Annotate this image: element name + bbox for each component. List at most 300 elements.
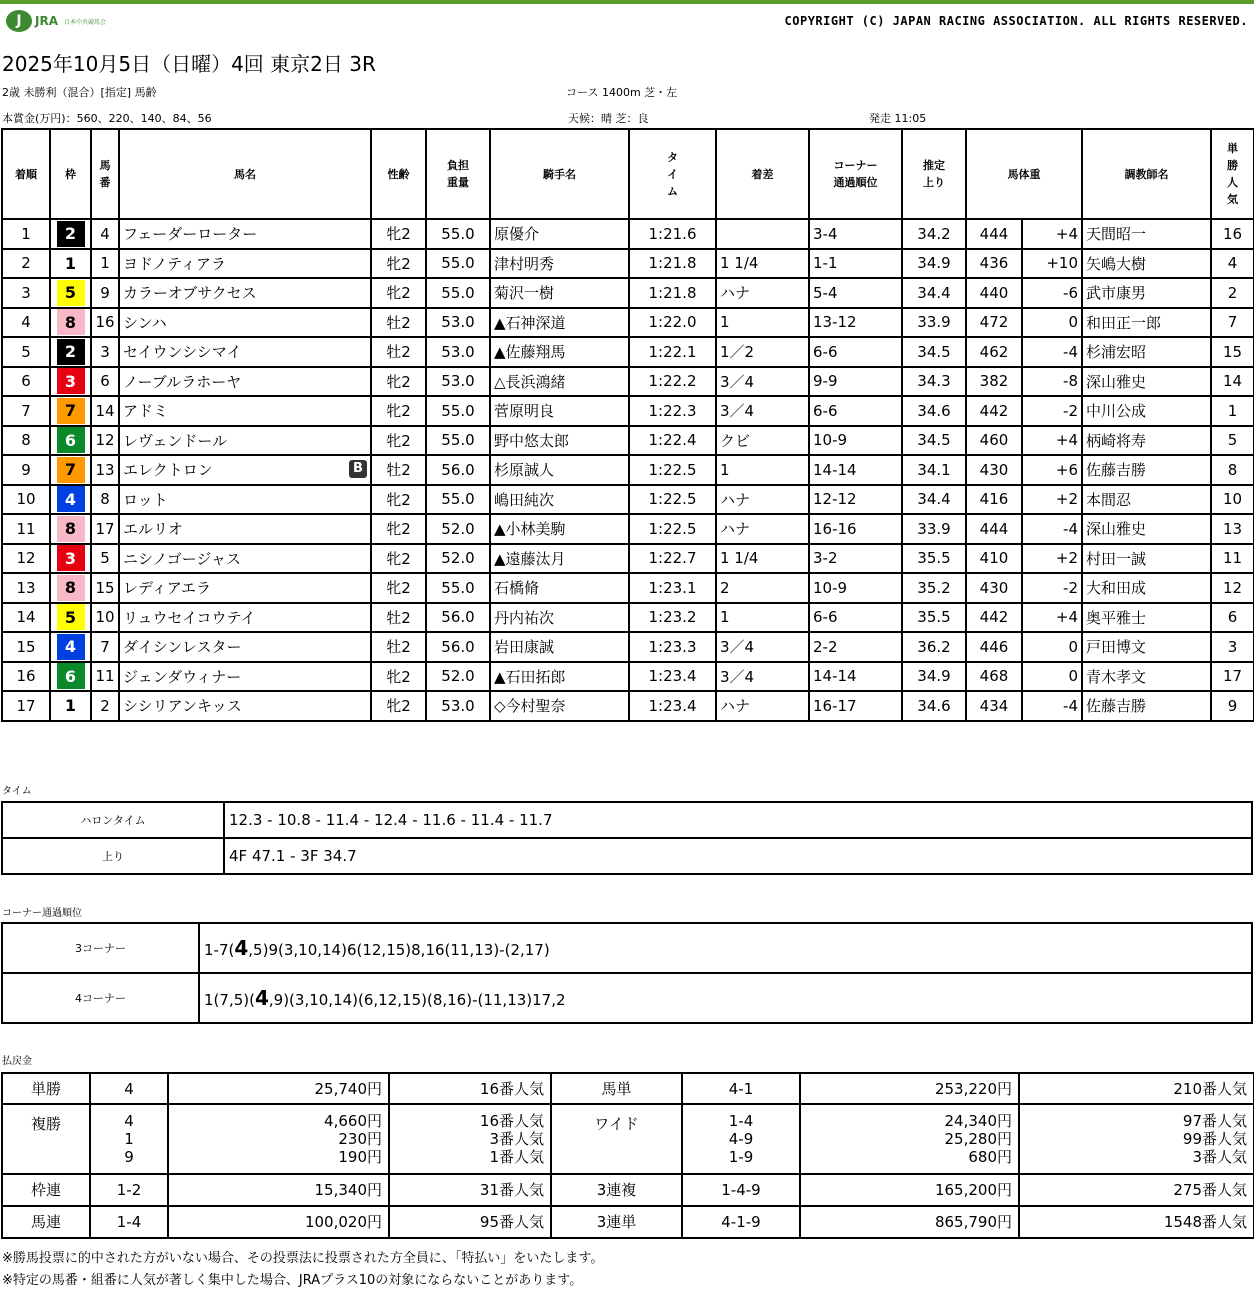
result-weight: 55.0 (426, 219, 490, 249)
horse-name[interactable]: シンハ (123, 313, 167, 332)
result-rank: 9 (2, 455, 50, 485)
result-horse[interactable] (119, 573, 371, 603)
result-horse[interactable] (119, 249, 371, 279)
result-time: 1:22.5 (629, 514, 716, 544)
result-waku (50, 514, 91, 544)
fukusho-amount: 190円 (338, 1148, 382, 1166)
horse-name[interactable]: セイウンシシマイ (123, 343, 242, 362)
result-body-diff: +6 (1022, 455, 1082, 485)
result-waku (50, 249, 91, 279)
result-waku (50, 632, 91, 662)
result-time: 1:22.4 (629, 426, 716, 456)
result-body: 472 (966, 308, 1022, 338)
result-corner: 3-4 (809, 219, 902, 249)
horse-name[interactable]: ノーブルラホーヤ (123, 372, 242, 391)
result-body: 382 (966, 367, 1022, 397)
result-weight: 55.0 (426, 278, 490, 308)
horse-name[interactable]: レヴェンドール (123, 431, 228, 450)
result-waku (50, 337, 91, 367)
result-waku (50, 367, 91, 397)
result-horse[interactable] (119, 544, 371, 574)
horse-name[interactable]: アドミ (123, 402, 169, 421)
result-last3f: 34.9 (902, 662, 966, 692)
horse-name[interactable]: フェーダーローター (123, 225, 258, 244)
result-margin: 1 (716, 603, 809, 633)
result-body-diff: +10 (1022, 249, 1082, 279)
result-horse[interactable] (119, 278, 371, 308)
result-trainer[interactable]: 深山雅史 (1082, 367, 1211, 397)
table-row (2, 514, 1254, 544)
result-jockey[interactable]: 丹内祐次 (490, 603, 629, 633)
horse-name[interactable]: シシリアンキッス (123, 697, 242, 716)
result-corner: 14-14 (809, 455, 902, 485)
result-jockey[interactable]: 野中悠太郎 (490, 426, 629, 456)
result-corner: 14-14 (809, 662, 902, 692)
result-pop: 3 (1211, 632, 1254, 662)
result-margin: 3／4 (716, 367, 809, 397)
wide-pop: 97番人気 (1182, 1112, 1247, 1130)
col-corner-text: コーナー通過順位 (833, 159, 878, 189)
wide-pops (1019, 1104, 1254, 1174)
race-condition: 2歳 未勝利（混合）[指定] 馬齢 (2, 86, 157, 99)
result-rank: 10 (2, 485, 50, 515)
result-time: 1:22.1 (629, 337, 716, 367)
result-trainer[interactable]: 村田一誠 (1082, 544, 1211, 574)
result-weight: 53.0 (426, 691, 490, 721)
agari-label: 上り (2, 838, 224, 874)
result-body: 444 (966, 219, 1022, 249)
waku-badge: 8 (57, 309, 85, 335)
col-weight (426, 129, 490, 219)
sanrenpuku-amount: 165,200円 (800, 1174, 1019, 1206)
result-jockey[interactable]: △長浜鴻緒 (490, 367, 629, 397)
result-trainer[interactable]: 中川公成 (1082, 396, 1211, 426)
result-umaban: 9 (91, 278, 119, 308)
table-row (2, 691, 1254, 721)
result-horse[interactable] (119, 603, 371, 633)
agari-times: 4F 47.1 - 3F 34.7 (224, 838, 1252, 874)
result-horse[interactable] (119, 691, 371, 721)
sanrentan-amount: 865,790円 (800, 1206, 1019, 1238)
header-accent-line (0, 0, 1254, 4)
result-umaban: 13 (91, 455, 119, 485)
wide-pop: 99番人気 (1182, 1130, 1247, 1148)
corner3-order (199, 923, 1252, 973)
result-time: 1:23.4 (629, 662, 716, 692)
result-last3f: 35.2 (902, 573, 966, 603)
waku-badge: 5 (57, 280, 85, 306)
result-trainer[interactable]: 佐藤吉勝 (1082, 691, 1211, 721)
time-table (1, 801, 1253, 875)
result-pop: 2 (1211, 278, 1254, 308)
result-body: 430 (966, 455, 1022, 485)
corner3-winner: 4 (234, 936, 249, 960)
horse-name[interactable]: ヨドノティアラ (123, 254, 226, 273)
result-body-diff: +2 (1022, 544, 1082, 574)
results-table (1, 128, 1254, 722)
result-margin: 2 (716, 573, 809, 603)
result-umaban: 1 (91, 249, 119, 279)
result-last3f: 34.9 (902, 249, 966, 279)
result-waku (50, 308, 91, 338)
result-trainer[interactable]: 柄崎将寿 (1082, 426, 1211, 456)
result-umaban: 4 (91, 219, 119, 249)
col-horse: 馬名 (119, 129, 371, 219)
result-margin: ハナ (716, 691, 809, 721)
result-trainer[interactable]: 青木孝文 (1082, 662, 1211, 692)
corner4-post: ,9)(3,10,14)(6,12,15)(8,16)-(11,13)17,2 (268, 991, 566, 1009)
result-sexage: 牝2 (371, 249, 426, 279)
note-item: ※特定の馬番・組番に人気が著しく集中した場合、JRAプラス10の対象にならないことがあります。 (2, 1273, 583, 1288)
wide-num: 4-9 (728, 1130, 754, 1148)
result-time: 1:22.7 (629, 544, 716, 574)
table-row (2, 603, 1254, 633)
result-body: 436 (966, 249, 1022, 279)
fukusho-pop: 16番人気 (479, 1112, 544, 1130)
result-margin: ハナ (716, 485, 809, 515)
fukusho-amount: 230円 (338, 1130, 382, 1148)
result-waku (50, 544, 91, 574)
result-trainer[interactable]: 矢嶋大樹 (1082, 249, 1211, 279)
umatan-pop: 210番人気 (1019, 1073, 1254, 1104)
halon-times: 12.3 - 10.8 - 11.4 - 12.4 - 11.6 - 11.4 - 11.7 (224, 802, 1252, 838)
result-waku (50, 278, 91, 308)
horse-name[interactable]: リュウセイコウテイ (123, 608, 256, 627)
result-corner: 5-4 (809, 278, 902, 308)
result-margin: ハナ (716, 278, 809, 308)
logo-text: JRA (35, 14, 58, 28)
jra-logo[interactable] (6, 10, 106, 32)
horse-name[interactable]: エルリオ (123, 520, 183, 539)
col-sexage: 性齢 (371, 129, 426, 219)
table-row (2, 632, 1254, 662)
result-rank: 7 (2, 396, 50, 426)
result-horse[interactable] (119, 396, 371, 426)
result-pop: 10 (1211, 485, 1254, 515)
result-rank: 2 (2, 249, 50, 279)
result-rank: 16 (2, 662, 50, 692)
result-time: 1:23.2 (629, 603, 716, 633)
result-body: 444 (966, 514, 1022, 544)
result-pop: 5 (1211, 426, 1254, 456)
result-horse[interactable] (119, 485, 371, 515)
agari-row (2, 838, 1252, 874)
wakuren-label: 枠連 (2, 1174, 90, 1206)
result-horse[interactable] (119, 367, 371, 397)
result-margin: 1 (716, 455, 809, 485)
notes (2, 1248, 603, 1292)
result-jockey[interactable]: 菊沢一樹 (490, 278, 629, 308)
result-margin: ハナ (716, 514, 809, 544)
result-jockey[interactable]: ▲石田拓郎 (490, 662, 629, 692)
payout-table (1, 1072, 1254, 1239)
col-umaban (91, 129, 119, 219)
result-pop: 6 (1211, 603, 1254, 633)
result-body: 468 (966, 662, 1022, 692)
result-jockey[interactable]: 菅原明良 (490, 396, 629, 426)
result-weight: 56.0 (426, 632, 490, 662)
horse-name[interactable]: ニシノゴージャス (123, 549, 242, 568)
tansho-pop: 16番人気 (389, 1073, 551, 1104)
result-body-diff: +2 (1022, 485, 1082, 515)
result-last3f: 34.4 (902, 485, 966, 515)
result-weight: 52.0 (426, 514, 490, 544)
corner4-order (199, 973, 1252, 1023)
halon-row (2, 802, 1252, 838)
result-horse[interactable] (119, 337, 371, 367)
wide-amount: 25,280円 (944, 1130, 1012, 1148)
result-umaban: 7 (91, 632, 119, 662)
waku-badge: 6 (57, 663, 85, 689)
result-sexage: 牡2 (371, 337, 426, 367)
result-weight: 52.0 (426, 662, 490, 692)
result-umaban: 14 (91, 396, 119, 426)
result-trainer[interactable]: 天間昭一 (1082, 219, 1211, 249)
result-time: 1:22.2 (629, 367, 716, 397)
result-last3f: 34.5 (902, 337, 966, 367)
result-horse[interactable] (119, 219, 371, 249)
result-time: 1:22.5 (629, 485, 716, 515)
result-umaban: 5 (91, 544, 119, 574)
result-weight: 53.0 (426, 308, 490, 338)
result-time: 1:23.4 (629, 691, 716, 721)
result-umaban: 6 (91, 367, 119, 397)
result-waku (50, 485, 91, 515)
fukusho-label: 複勝 (2, 1104, 90, 1174)
horse-name[interactable]: ダイシンレスター (123, 638, 242, 657)
payout-row-wakuren (2, 1174, 1254, 1206)
result-margin: 1／2 (716, 337, 809, 367)
result-body: 410 (966, 544, 1022, 574)
result-jockey[interactable]: ▲小林美駒 (490, 514, 629, 544)
wide-num: 1-9 (728, 1148, 754, 1166)
result-jockey[interactable]: 杉原誠人 (490, 455, 629, 485)
table-row (2, 278, 1254, 308)
result-body-diff: -6 (1022, 278, 1082, 308)
result-body: 460 (966, 426, 1022, 456)
result-umaban: 17 (91, 514, 119, 544)
result-body: 434 (966, 691, 1022, 721)
result-body-diff: +4 (1022, 426, 1082, 456)
col-umaban-text: 馬番 (99, 159, 111, 189)
result-pop: 9 (1211, 691, 1254, 721)
result-umaban: 8 (91, 485, 119, 515)
waku-badge: 1 (57, 693, 85, 719)
corner4-row (2, 973, 1252, 1023)
waku-badge: 2 (57, 339, 85, 365)
result-sexage: 牝2 (371, 514, 426, 544)
result-rank: 4 (2, 308, 50, 338)
horse-name[interactable]: ジェンダウィナー (123, 667, 242, 686)
wakuren-pop: 31番人気 (389, 1174, 551, 1206)
result-waku (50, 219, 91, 249)
result-trainer[interactable]: 奥平雅士 (1082, 603, 1211, 633)
result-body-diff: 0 (1022, 632, 1082, 662)
corner3-post: ,5)9(3,10,14)6(12,15)8,16(11,13)-(2,17) (248, 941, 550, 959)
sanrenpuku-pop: 275番人気 (1019, 1174, 1254, 1206)
horse-name[interactable]: ロット (123, 490, 168, 509)
result-margin: 1 1/4 (716, 249, 809, 279)
result-jockey[interactable]: ▲遠藤汰月 (490, 544, 629, 574)
result-weight: 55.0 (426, 485, 490, 515)
waku-badge: 3 (57, 368, 85, 394)
result-rank: 8 (2, 426, 50, 456)
result-time: 1:21.8 (629, 278, 716, 308)
result-body-diff: -2 (1022, 396, 1082, 426)
waku-badge: 8 (57, 575, 85, 601)
result-rank: 3 (2, 278, 50, 308)
result-sexage: 牝2 (371, 219, 426, 249)
result-horse[interactable] (119, 455, 371, 485)
result-trainer[interactable]: 武市康男 (1082, 278, 1211, 308)
result-corner: 10-9 (809, 426, 902, 456)
fukusho-pop: 3番人気 (489, 1130, 544, 1148)
result-last3f: 34.6 (902, 691, 966, 721)
time-heading: タイム (2, 786, 32, 797)
result-umaban: 16 (91, 308, 119, 338)
waku-badge: 1 (57, 250, 85, 276)
result-margin: 3／4 (716, 662, 809, 692)
result-weight: 53.0 (426, 337, 490, 367)
result-trainer[interactable]: 戸田博文 (1082, 632, 1211, 662)
result-jockey[interactable]: 原優介 (490, 219, 629, 249)
col-last3f (902, 129, 966, 219)
col-jockey: 騎手名 (490, 129, 629, 219)
race-prize: 本賞金(万円)：560、220、140、84、56 (2, 112, 212, 125)
result-last3f: 34.5 (902, 426, 966, 456)
result-rank: 6 (2, 367, 50, 397)
corner4-pre: 1(7,5)( (204, 991, 255, 1009)
result-trainer[interactable]: 深山雅史 (1082, 514, 1211, 544)
result-margin: クビ (716, 426, 809, 456)
fukusho-amounts (168, 1104, 389, 1174)
result-body: 442 (966, 603, 1022, 633)
result-weight: 55.0 (426, 396, 490, 426)
result-sexage: 牡2 (371, 603, 426, 633)
jra-logo-icon: J (6, 10, 32, 32)
col-margin: 着差 (716, 129, 809, 219)
result-margin: 3／4 (716, 396, 809, 426)
result-horse[interactable] (119, 662, 371, 692)
result-sexage: 牝2 (371, 367, 426, 397)
result-horse[interactable] (119, 426, 371, 456)
table-row (2, 426, 1254, 456)
result-jockey[interactable]: ◇今村聖奈 (490, 691, 629, 721)
result-body: 446 (966, 632, 1022, 662)
wide-amounts (800, 1104, 1019, 1174)
waku-badge: 3 (57, 545, 85, 571)
result-pop: 4 (1211, 249, 1254, 279)
horse-name[interactable]: エレクトロン (123, 461, 213, 480)
result-waku (50, 455, 91, 485)
col-time-text: タイム (667, 150, 678, 198)
fukusho-num: 4 (124, 1112, 134, 1130)
result-corner: 6-6 (809, 337, 902, 367)
table-row (2, 573, 1254, 603)
table-row (2, 219, 1254, 249)
waku-badge: 2 (57, 221, 85, 247)
result-time: 1:22.3 (629, 396, 716, 426)
col-pop-text: 単勝人気 (1227, 142, 1238, 206)
waku-badge: 5 (57, 604, 85, 630)
corner4-label: 4コーナー (2, 973, 199, 1023)
result-rank: 17 (2, 691, 50, 721)
result-trainer[interactable]: 和田正一郎 (1082, 308, 1211, 338)
result-trainer[interactable]: 大和田成 (1082, 573, 1211, 603)
result-jockey[interactable]: 嶋田純次 (490, 485, 629, 515)
table-row (2, 662, 1254, 692)
result-last3f: 35.5 (902, 544, 966, 574)
result-sexage: 牝2 (371, 573, 426, 603)
fukusho-pops (389, 1104, 551, 1174)
result-margin: 1 1/4 (716, 544, 809, 574)
result-body: 442 (966, 396, 1022, 426)
result-jockey[interactable]: ▲佐藤翔馬 (490, 337, 629, 367)
result-jockey[interactable]: ▲石神深道 (490, 308, 629, 338)
result-pop: 11 (1211, 544, 1254, 574)
corner-table (1, 922, 1253, 1024)
corner-heading: コーナー通過順位 (2, 908, 82, 919)
table-row (2, 367, 1254, 397)
result-umaban: 10 (91, 603, 119, 633)
corner3-pre: 1-7( (204, 941, 235, 959)
result-corner: 3-2 (809, 544, 902, 574)
result-body: 430 (966, 573, 1022, 603)
result-horse[interactable] (119, 308, 371, 338)
result-trainer[interactable]: 本間忍 (1082, 485, 1211, 515)
umaren-label: 馬連 (2, 1206, 90, 1238)
result-weight: 53.0 (426, 367, 490, 397)
result-jockey[interactable]: 津村明秀 (490, 249, 629, 279)
result-body-diff: -4 (1022, 514, 1082, 544)
result-time: 1:21.8 (629, 249, 716, 279)
result-corner: 2-2 (809, 632, 902, 662)
result-corner: 1-1 (809, 249, 902, 279)
result-trainer[interactable]: 佐藤吉勝 (1082, 455, 1211, 485)
result-sexage: 牝2 (371, 396, 426, 426)
result-weight: 52.0 (426, 544, 490, 574)
result-time: 1:23.3 (629, 632, 716, 662)
result-corner: 10-9 (809, 573, 902, 603)
result-trainer[interactable]: 杉浦宏昭 (1082, 337, 1211, 367)
col-rank: 着順 (2, 129, 50, 219)
result-sexage: 牝2 (371, 691, 426, 721)
fukusho-pop: 1番人気 (489, 1148, 544, 1166)
result-horse[interactable] (119, 632, 371, 662)
wide-pop: 3番人気 (1192, 1148, 1247, 1166)
result-waku (50, 691, 91, 721)
horse-name[interactable]: カラーオブサクセス (123, 284, 257, 303)
result-jockey[interactable]: 岩田康誠 (490, 632, 629, 662)
wide-amount: 24,340円 (944, 1112, 1012, 1130)
waku-badge: 4 (57, 634, 85, 660)
result-horse[interactable] (119, 514, 371, 544)
result-sexage: 牡2 (371, 455, 426, 485)
col-weight-text: 負担重量 (447, 159, 469, 189)
result-umaban: 12 (91, 426, 119, 456)
corner3-row (2, 923, 1252, 973)
tansho-num: 4 (90, 1073, 168, 1104)
wakuren-amount: 15,340円 (168, 1174, 389, 1206)
result-time: 1:21.6 (629, 219, 716, 249)
result-margin: 3／4 (716, 632, 809, 662)
result-jockey[interactable]: 石橋脩 (490, 573, 629, 603)
table-row (2, 455, 1254, 485)
result-last3f: 33.9 (902, 514, 966, 544)
umaren-num: 1-4 (90, 1206, 168, 1238)
horse-name[interactable]: レディアエラ (123, 579, 212, 598)
result-sexage: 牝2 (371, 485, 426, 515)
